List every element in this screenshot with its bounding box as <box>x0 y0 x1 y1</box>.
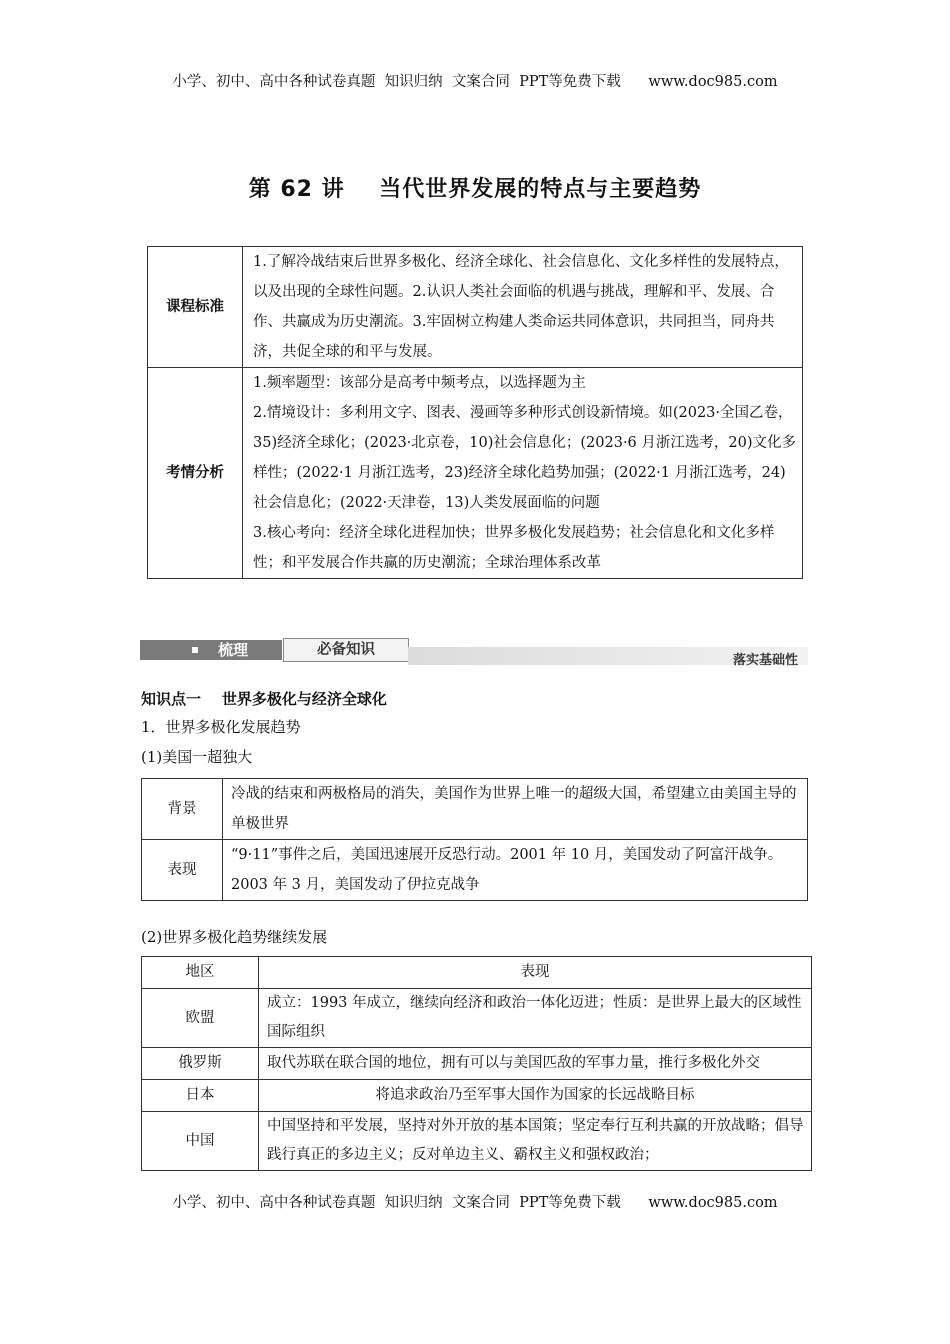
us-table <box>141 778 808 901</box>
subsection-heading: (2)世界多极化趋势继续发展 <box>141 928 328 946</box>
row-text: 1.了解冷战结束后世界多极化、经济全球化、社会信息化、文化多样性的发展特点，以及出现的全球性问题。2.认识人类社会面临的机遇与挑战，理解和平、发展、合作、共赢成为历史潮流。3.牢固树立构建人类命运共同体意识，共同担当，同舟共济，共促全球的和平与发展。 <box>243 247 803 368</box>
section-banner <box>140 638 808 666</box>
row-text <box>243 368 803 579</box>
banner-tab: 必备知识 <box>283 638 409 662</box>
banner-right-label: 落实基础性 <box>732 653 798 668</box>
region-cell: 中国 <box>142 1112 259 1171</box>
table-header-row <box>142 957 812 989</box>
column-header: 表现 <box>259 957 812 989</box>
row-label: 课程标准 <box>148 247 243 368</box>
description-cell: 成立：1993 年成立，继续向经济和政治一体化迈进；性质：是世界上最大的区域性国际组织 <box>259 989 812 1048</box>
region-cell: 欧盟 <box>142 989 259 1048</box>
knowledge-point-heading: 知识点一 世界多极化与经济全球化 <box>141 690 387 708</box>
banner-dark-bar <box>140 640 282 660</box>
table-row <box>148 247 803 368</box>
page-footer: 小学、初中、高中各种试卷真题 知识归纳 文案合同 PPT等免费下载 www.doc985.com <box>172 1195 778 1211</box>
region-cell: 俄罗斯 <box>142 1048 259 1080</box>
table-row <box>142 989 812 1048</box>
text-line: 3.核心考向：经济全球化进程加快；世界多极化发展趋势；社会信息化和文化多样性；和平发展合作共赢的历史潮流；全球治理体系改革 <box>253 525 775 571</box>
table-row <box>142 779 808 840</box>
square-bullet-icon <box>192 647 198 653</box>
overview-table <box>147 246 803 579</box>
section-heading: 1．世界多极化发展趋势 <box>141 718 301 736</box>
column-header: 地区 <box>142 957 259 989</box>
page-title: 第 62 讲 当代世界发展的特点与主要趋势 <box>248 177 702 202</box>
table-row <box>142 1080 812 1112</box>
table-row <box>148 368 803 579</box>
row-label: 考情分析 <box>148 368 243 579</box>
description-cell: 将追求政治乃至军事大国作为国家的长远战略目标 <box>259 1080 812 1112</box>
row-text: “9·11”事件之后，美国迅速展开反恐行动。2001 年 10 月，美国发动了阿富汗战争。2003 年 3 月，美国发动了伊拉克战争 <box>223 840 808 901</box>
table-row <box>142 840 808 901</box>
text-line: 1.频率题型：该部分是高考中频考点，以选择题为主 <box>253 375 586 391</box>
table-row <box>142 1048 812 1080</box>
description-cell: 中国坚持和平发展，坚持对外开放的基本国策；坚定奉行互利共赢的开放战略；倡导践行真正的多边主义；反对单边主义、霸权主义和强权政治； <box>259 1112 812 1171</box>
multipolar-table <box>141 956 812 1171</box>
page-header: 小学、初中、高中各种试卷真题 知识归纳 文案合同 PPT等免费下载 www.doc985.com <box>172 74 778 90</box>
subsection-heading: (1)美国一超独大 <box>141 748 253 766</box>
description-cell: 取代苏联在联合国的地位，拥有可以与美国匹敌的军事力量，推行多极化外交 <box>259 1048 812 1080</box>
region-cell: 日本 <box>142 1080 259 1112</box>
text-line: 2.情境设计：多利用文字、图表、漫画等多种形式创设新情境。如(2023·全国乙卷，35)经济全球化；(2023·北京卷，10)社会信息化；(2023·6 月浙江选考，20)文化多样性；(2022·1 月浙江选考，23)经济全球化趋势加强；(2022·1 月浙江选考，24)社会信息化；(2022·天津卷，13)人类发展面临的问题 <box>253 405 796 511</box>
row-label: 表现 <box>142 840 223 901</box>
row-text: 冷战的结束和两极格局的消失，美国作为世界上唯一的超级大国，希望建立由美国主导的单极世界 <box>223 779 808 840</box>
table-row <box>142 1112 812 1171</box>
row-label: 背景 <box>142 779 223 840</box>
banner-left-label: 梳理 <box>218 641 249 659</box>
